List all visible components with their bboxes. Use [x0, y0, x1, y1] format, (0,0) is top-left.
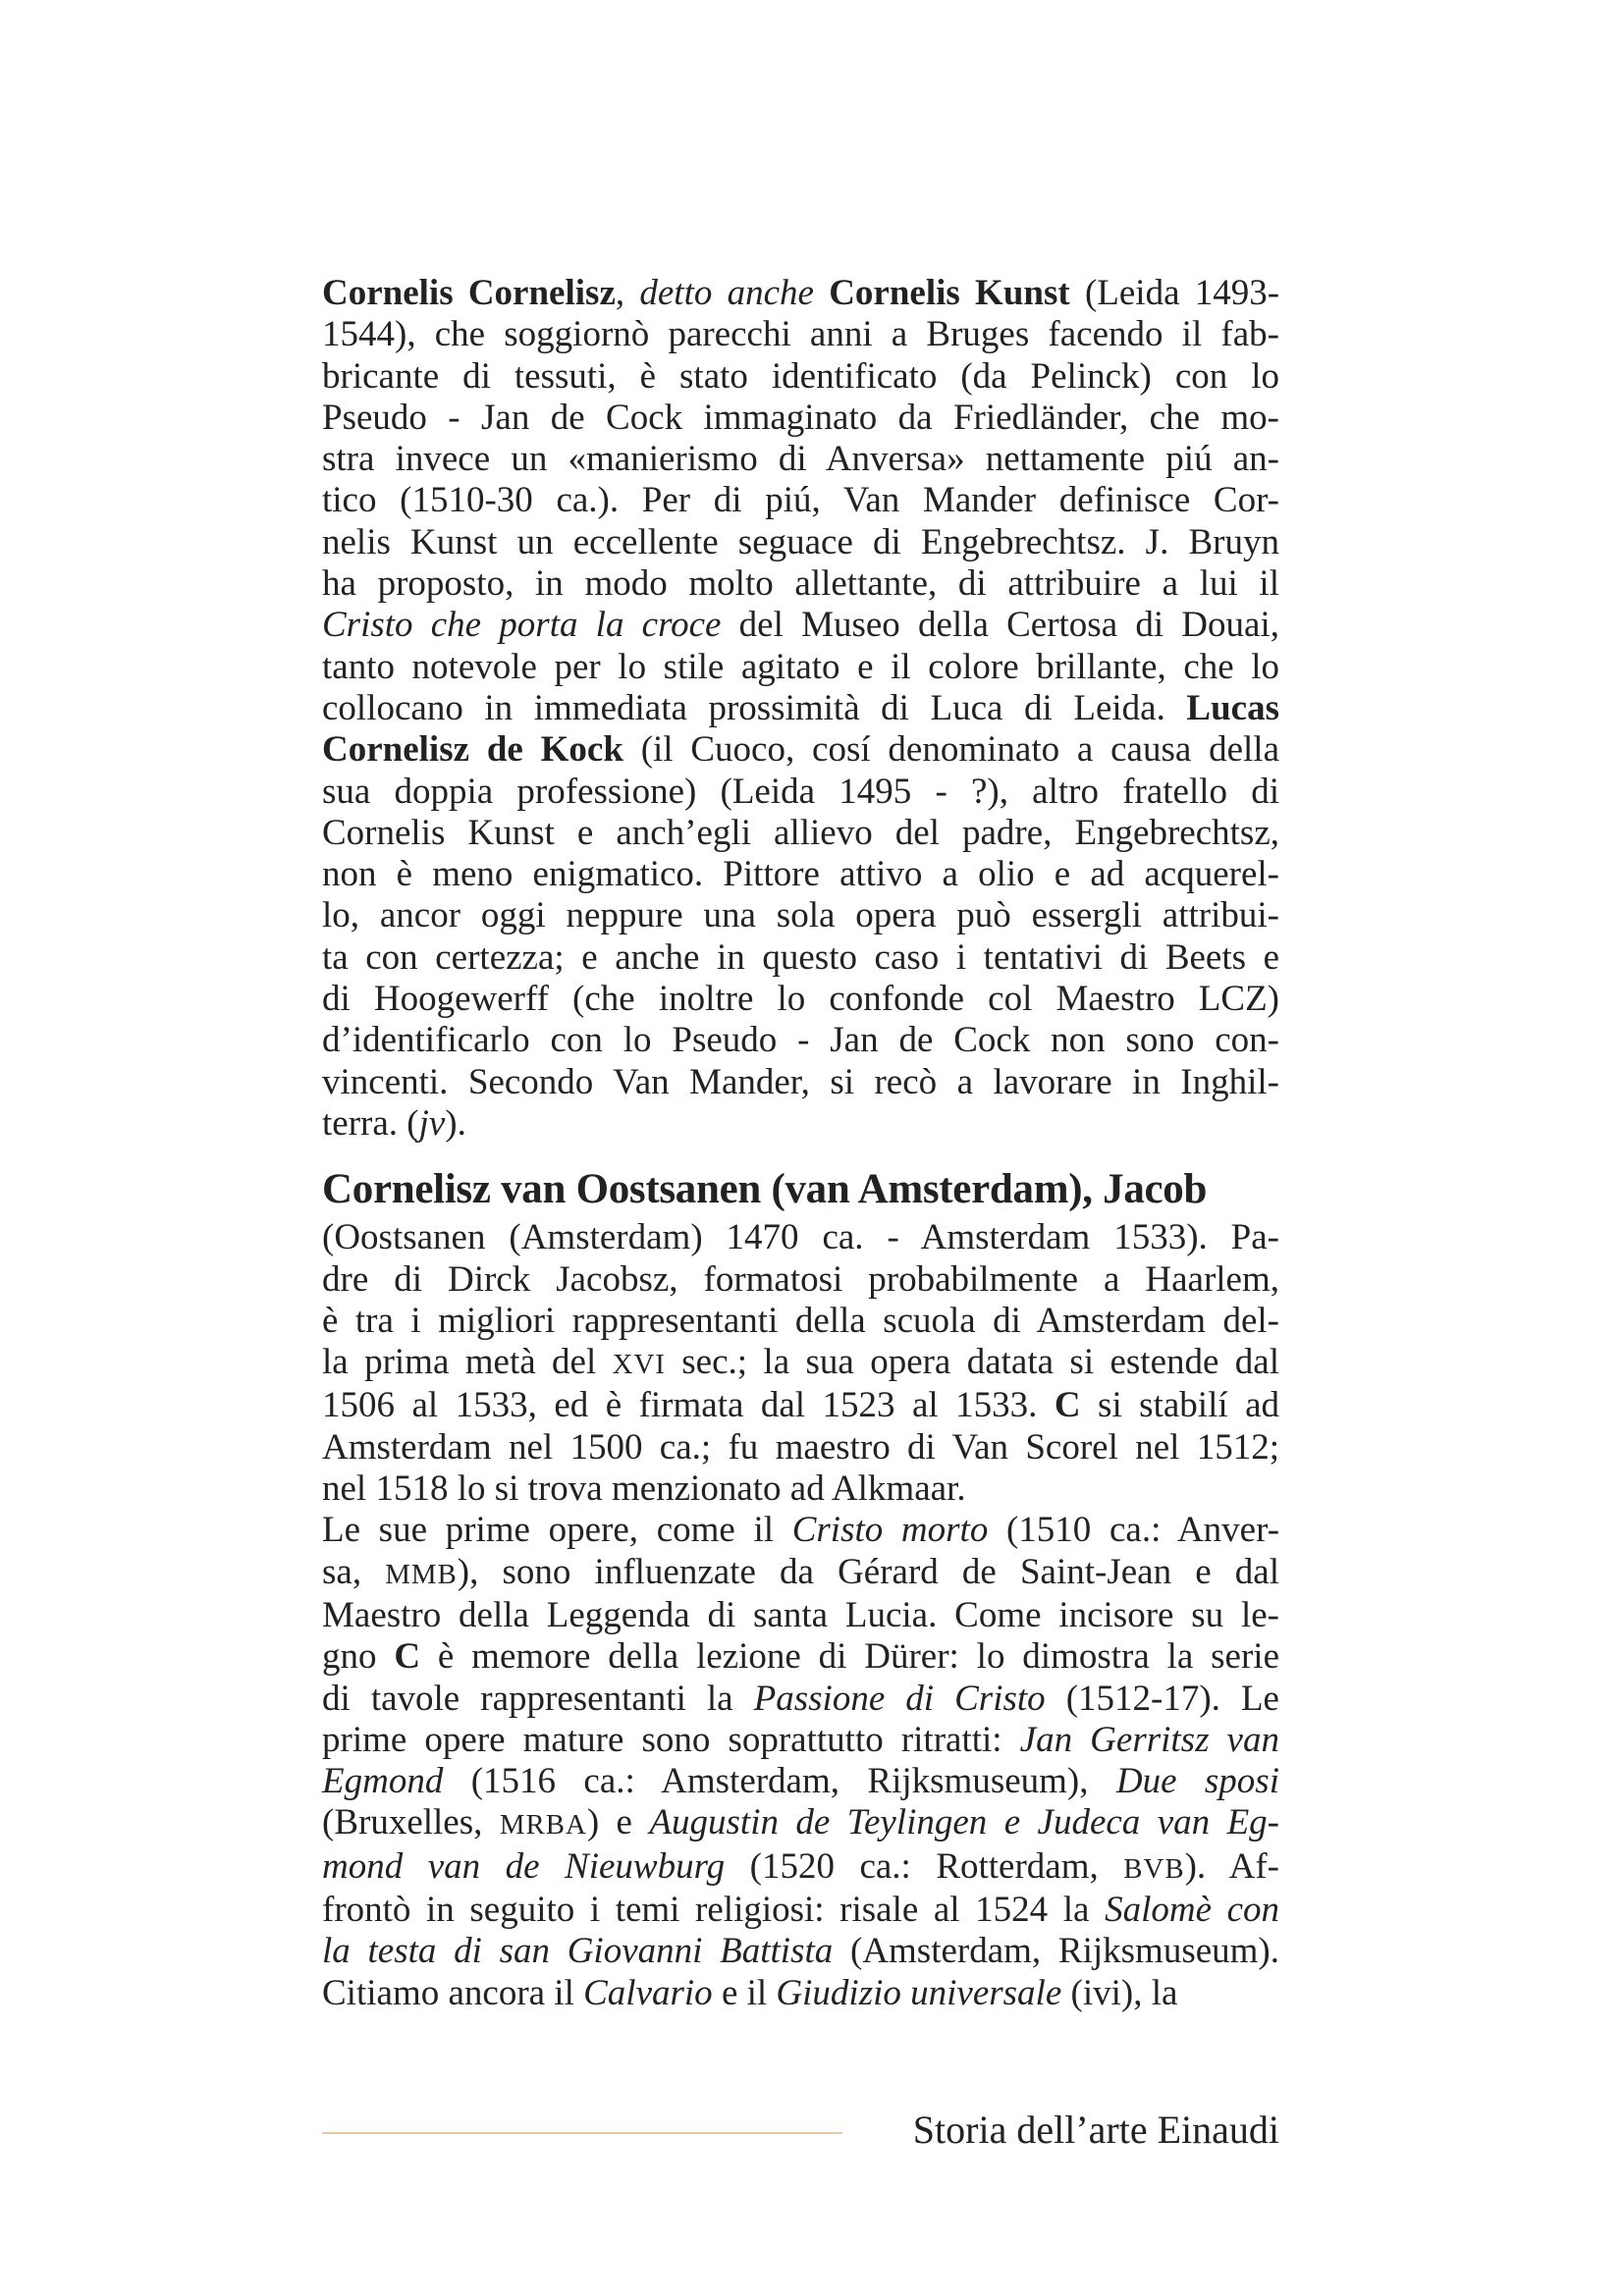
text-line	[322, 1062, 1279, 1103]
text-run: Salomè con	[1105, 1889, 1279, 1930]
text-run: (Bruxelles,	[322, 1802, 500, 1843]
text-line	[322, 647, 1279, 688]
text-line	[322, 605, 1279, 646]
text-run: (1516 ca.: Amsterdam, Rijksmuseum),	[443, 1761, 1116, 1802]
text-run: MMB	[385, 1558, 458, 1590]
text-line	[322, 1217, 1279, 1258]
text-line	[322, 1301, 1279, 1342]
text-run: Egmond	[322, 1761, 444, 1802]
text-line	[322, 1385, 1279, 1426]
text-run: Passione di Cristo	[753, 1678, 1046, 1719]
paragraph	[322, 1510, 1279, 2014]
text-line	[322, 1973, 1279, 2014]
text-run: Cristo morto	[791, 1510, 989, 1551]
text-run: gno	[322, 1636, 395, 1678]
text-run: Cornelis Kunst e anch’egli allievo del padre, Engebrechtsz,	[322, 812, 1279, 853]
text-run: sec.; la sua opera datata si estende dal	[665, 1342, 1279, 1383]
text-line	[322, 895, 1279, 936]
text-line	[322, 273, 1279, 314]
text-line	[322, 1679, 1279, 1720]
text-run	[814, 273, 829, 313]
text-run: Cornelisz de Kock	[322, 729, 623, 771]
text-line	[322, 563, 1279, 605]
text-line	[322, 1259, 1279, 1301]
page-text	[322, 273, 1279, 2014]
text-line	[322, 1846, 1279, 1890]
text-run: C	[394, 1636, 421, 1678]
text-line	[322, 1890, 1279, 1931]
text-run: è tra i migliori rappresentanti della scuola di Amsterdam del-	[322, 1300, 1279, 1341]
text-run: Calvario	[583, 1972, 713, 2013]
paragraph	[322, 273, 1279, 1145]
text-line	[322, 314, 1279, 355]
text-run: si stabilí ad	[1080, 1385, 1280, 1426]
text-line	[322, 1103, 1279, 1145]
text-run: di tavole rappresentanti la	[322, 1678, 754, 1719]
text-run: lo, ancor oggi neppure una sola opera può essergli attribui-	[322, 895, 1279, 936]
text-line	[322, 522, 1279, 563]
text-run: (Oostsanen (Amsterdam) 1470 ca. - Amsterdam 1533). Pa-	[322, 1217, 1279, 1258]
text-run: tanto notevole per lo stile agitato e il colore brillante, che lo	[322, 646, 1279, 687]
text-line	[322, 1802, 1279, 1845]
text-run: prime opere mature sono soprattutto ritratti:	[322, 1719, 1020, 1760]
text-line	[322, 1636, 1279, 1678]
text-line	[322, 937, 1279, 979]
text-run: ).	[445, 1102, 466, 1144]
text-line	[322, 1342, 1279, 1385]
text-line	[322, 356, 1279, 398]
text-line	[322, 772, 1279, 813]
text-run: collocano in immediata prossimità di Luca di Leida.	[322, 687, 1187, 728]
text-run: sa,	[322, 1551, 386, 1592]
text-run: MRBA	[499, 1809, 587, 1842]
text-run: Cornelis Kunst	[829, 273, 1070, 313]
text-run: del Museo della Certosa di Douai,	[721, 605, 1279, 646]
text-run: Giudizio universale	[776, 1972, 1062, 2013]
text-run: ha proposto, in modo molto allettante, di attribuire a lui il	[322, 563, 1279, 605]
text-run: mond van de Nieuwburg	[322, 1845, 726, 1887]
text-run: d’identificarlo con lo Pseudo - Jan de Cock non sono con-	[322, 1020, 1279, 1061]
footer-rule	[322, 2132, 842, 2134]
text-line	[322, 1595, 1279, 1636]
text-run: terra. (	[322, 1102, 419, 1144]
text-run: 1506 al 1533, ed è firmata dal 1523 al 1533.	[322, 1385, 1055, 1426]
text-run: nelis Kunst un eccellente seguace di Engebrechtsz. J. Bruyn	[322, 521, 1279, 562]
text-run: Lucas	[1186, 687, 1279, 728]
text-run: (1510 ca.: Anver-	[988, 1510, 1280, 1551]
text-run: stra invece un «manierismo di Anversa» nettamente piú an-	[322, 439, 1279, 480]
text-run: ). Af-	[1184, 1845, 1279, 1887]
text-run: (1520 ca.: Rotterdam,	[725, 1845, 1124, 1887]
text-run: bricante di tessuti, è stato identificato (da Pelinck) con lo	[322, 355, 1279, 397]
text-run: la testa di san Giovanni Battista	[322, 1931, 834, 1972]
text-run: ta con certezza; e anche in questo caso i tentativi di Beets e	[322, 936, 1279, 978]
text-run: Le sue prime opere, come il	[322, 1510, 792, 1551]
text-run: BVB	[1123, 1852, 1185, 1885]
text-run: detto anche	[639, 273, 814, 313]
text-line	[322, 813, 1279, 854]
text-line	[322, 729, 1279, 771]
text-line	[322, 1427, 1279, 1468]
text-run: (Leida 1493-	[1069, 273, 1280, 313]
text-run: XVI	[612, 1349, 666, 1381]
text-line	[322, 1510, 1279, 1551]
entry-heading: Cornelisz van Oostsanen (van Amsterdam), Jacob	[322, 1166, 1208, 1213]
text-line	[322, 1468, 1279, 1510]
text-run: Jan Gerritsz van	[1019, 1719, 1279, 1760]
text-line	[322, 854, 1279, 895]
text-run: la prima metà del	[322, 1342, 613, 1383]
text-run: Due sposi	[1115, 1761, 1279, 1802]
text-run: tico (1510-30 ca.). Per di piú, Van Mander definisce Cor-	[322, 480, 1279, 521]
text-line	[322, 480, 1279, 521]
text-run: (il Cuoco, cosí denominato a causa della	[622, 729, 1279, 771]
text-run: nel 1518 lo si trova menzionato ad Alkmaar.	[322, 1468, 966, 1510]
text-run: 1544), che soggiornò parecchi anni a Bruges facendo il fab-	[322, 314, 1279, 355]
text-line	[322, 1720, 1279, 1761]
footer-title: Storia dell’arte Einaudi	[912, 2108, 1279, 2152]
text-run: Maestro della Leggenda di santa Lucia. Come incisore su le-	[322, 1594, 1279, 1635]
text-run: Cristo che porta la croce	[322, 605, 722, 646]
text-line	[322, 1020, 1279, 1061]
text-run: ,	[615, 273, 640, 313]
text-run: è memore della lezione di Dürer: lo dimostra la serie	[420, 1636, 1279, 1678]
text-run: vincenti. Secondo Van Mander, si recò a lavorare in Inghil-	[322, 1061, 1279, 1102]
text-line	[322, 398, 1279, 439]
text-run: Amsterdam nel 1500 ca.; fu maestro di Van Scorel nel 1512;	[322, 1426, 1279, 1468]
text-run: ), sono influenzate da Gérard de Saint-Jean e dal	[457, 1551, 1280, 1592]
text-line	[322, 979, 1279, 1020]
text-run: jv	[418, 1102, 446, 1144]
text-run: frontò in seguito i temi religiosi: risale al 1524 la	[322, 1889, 1106, 1930]
text-run: non è meno enigmatico. Pittore attivo a olio e ad acquerel-	[322, 854, 1279, 895]
text-run: e il	[712, 1972, 777, 2013]
text-run: (1512-17). Le	[1045, 1678, 1279, 1719]
text-run: Citiamo ancora il	[322, 1972, 584, 2013]
text-run: Augustin de Teylingen e Judeca van Eg-	[649, 1802, 1280, 1843]
text-line	[322, 1552, 1279, 1595]
text-run: sua doppia professione) (Leida 1495 - ?), altro fratello di	[322, 771, 1279, 812]
paragraph	[322, 1217, 1279, 1510]
text-run: Cornelis Cornelisz	[322, 273, 616, 313]
text-line	[322, 1931, 1279, 1972]
text-run: Pseudo - Jan de Cock immaginato da Friedländer, che mo-	[322, 397, 1279, 438]
text-line	[322, 688, 1279, 729]
text-line	[322, 439, 1279, 480]
text-run: ) e	[586, 1802, 650, 1843]
text-line	[322, 1761, 1279, 1802]
text-run: C	[1054, 1385, 1081, 1426]
text-run: di Hoogewerff (che inoltre lo confonde col Maestro LCZ)	[322, 979, 1279, 1020]
text-run: (ivi), la	[1061, 1972, 1178, 2013]
text-run: (Amsterdam, Rijksmuseum).	[833, 1931, 1279, 1972]
text-run: dre di Dirck Jacobsz, formatosi probabilmente a Haarlem,	[322, 1258, 1279, 1300]
